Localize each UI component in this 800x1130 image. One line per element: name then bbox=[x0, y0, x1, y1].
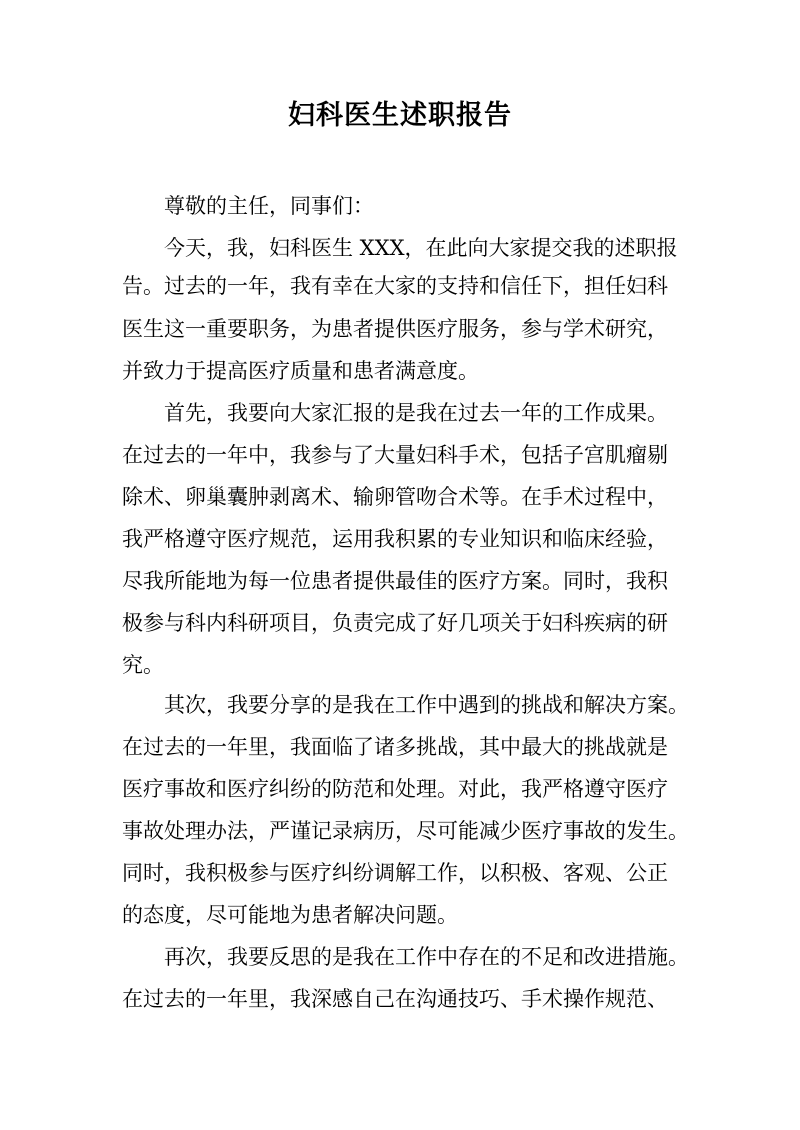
body-line: 在过去的一年里，我深感自己在沟通技巧、手术操作规范、 bbox=[122, 987, 668, 1011]
body-line: 再次，我要反思的是我在工作中存在的不足和改进措施。 bbox=[164, 945, 689, 969]
document-title: 妇科医生述职报告 bbox=[288, 100, 512, 131]
body-line: 极参与科内科研项目，负责完成了好几项关于妇科疾病的研 bbox=[122, 611, 668, 635]
body-line: 究。 bbox=[122, 653, 164, 677]
body-line: 医生这一重要职务，为患者提供医疗服务，参与学术研究， bbox=[122, 317, 668, 341]
body-line: 事故处理办法，严谨记录病历，尽可能减少医疗事故的发生。 bbox=[122, 819, 689, 843]
body-line: 同时，我积极参与医疗纠纷调解工作，以积极、客观、公正 bbox=[122, 861, 668, 885]
body-line: 今天，我，妇科医生 XXX，在此向大家提交我的述职报 bbox=[164, 236, 678, 260]
salutation-line: 尊敬的主任，同事们： bbox=[164, 194, 374, 218]
body-line: 首先，我要向大家汇报的是我在过去一年的工作成果。 bbox=[164, 401, 668, 425]
body-line: 尽我所能地为每一位患者提供最佳的医疗方案。同时，我积 bbox=[122, 569, 668, 593]
body-line: 告。过去的一年，我有幸在大家的支持和信任下，担任妇科 bbox=[122, 274, 668, 298]
body-line: 医疗事故和医疗纠纷的防范和处理。对此，我严格遵守医疗 bbox=[122, 777, 668, 801]
body-line: 我严格遵守医疗规范，运用我积累的专业知识和临床经验， bbox=[122, 527, 668, 551]
body-line: 在过去的一年中，我参与了大量妇科手术，包括子宫肌瘤剔 bbox=[122, 443, 668, 467]
body-line: 并致力于提高医疗质量和患者满意度。 bbox=[122, 359, 479, 383]
body-line: 除术、卵巢囊肿剥离术、输卵管吻合术等。在手术过程中， bbox=[122, 485, 668, 509]
body-line: 其次，我要分享的是我在工作中遇到的挑战和解决方案。 bbox=[164, 693, 689, 717]
body-line: 在过去的一年里，我面临了诸多挑战，其中最大的挑战就是 bbox=[122, 735, 668, 759]
body-line: 的态度，尽可能地为患者解决问题。 bbox=[122, 903, 458, 927]
